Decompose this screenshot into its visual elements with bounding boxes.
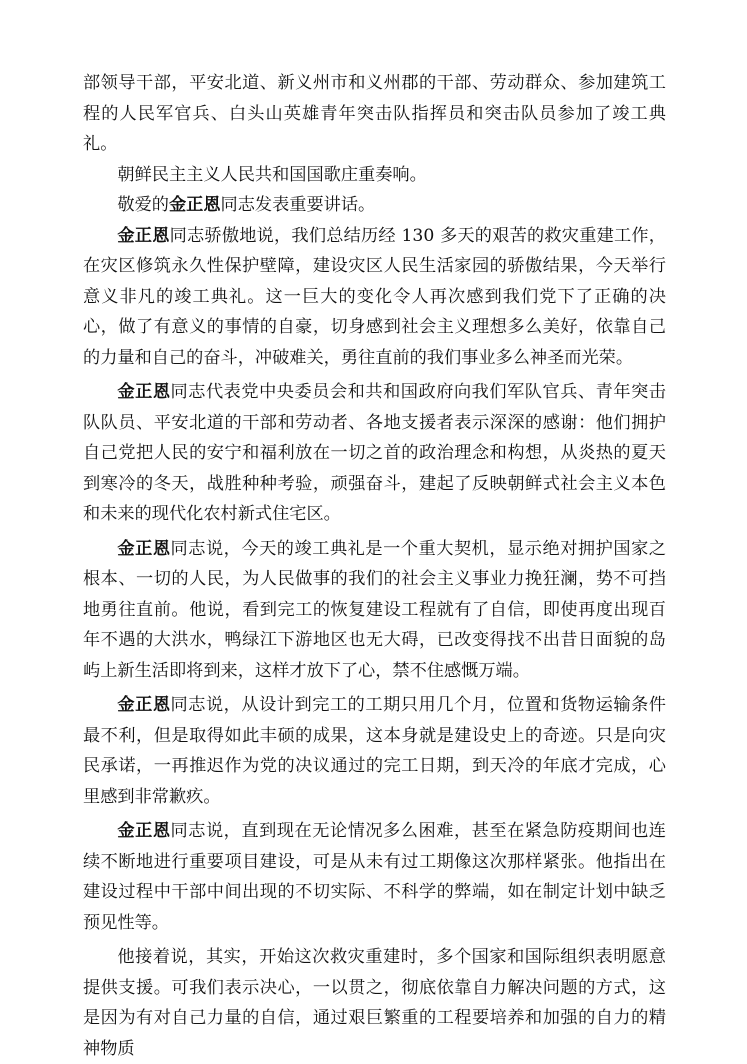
paragraph-speech-intro (83, 190, 666, 221)
paragraph-anthem (83, 160, 666, 191)
paragraph-text: 部领导干部，平安北道、新义州市和义州郡的干部、劳动群众、参加建筑工程的人民军官兵、白头山英雄青年突击队指挥员和突击队员参加了竣工典礼。 (83, 73, 666, 154)
leader-name: 金正恩 (117, 225, 170, 246)
document-page (83, 68, 666, 1064)
paragraph-speech-ceremony (83, 534, 666, 687)
leader-name: 金正恩 (117, 821, 171, 841)
leader-name: 金正恩 (117, 382, 171, 402)
paragraph-speech-pride (83, 221, 666, 374)
paragraph-text: 同志说，今天的竣工典礼是一个重大契机，显示绝对拥护国家之根本、一切的人民，为人民做事的我们的社会主义事业力挽狂澜，势不可挡地勇往直前。他说，看到完工的恢复建设工程就有了自信，即使再度出现百年不遇的大洪水，鸭绿江下游地区也无大碍，已改变得找不出昔日面貌的岛屿上新生活即将到来，这样才放下了心，禁不住感慨万端。 (83, 538, 666, 681)
paragraph-text: 同志说，从设计到完工的工期只用几个月，位置和货物运输条件最不利，但是取得如此丰硕的成果，这本身就是建设史上的奇迹。只是向灾民承诺，一再推迟作为党的决议通过的完工日期，到天冷的年底才完成，心里感到非常歉疚。 (83, 695, 666, 807)
leader-name: 金正恩 (168, 195, 221, 215)
leader-name: 金正恩 (117, 538, 171, 559)
paragraph-text: 同志代表党中央委员会和共和国政府向我们军队官兵、青年突击队队员、平安北道的干部和劳动者、各地支援者表示深深的感谢：他们拥护自己党把人民的安宁和福利放在一切之首的政治理念和构想，从炎热的夏天到寒冷的冬天，战胜种种考验，顽强奋斗，建起了反映朝鲜式社会主义本色和未来的现代化农村新式住宅区。 (83, 382, 666, 524)
paragraph-attendees (83, 68, 666, 160)
paragraph-speech-construction (83, 816, 666, 938)
paragraph-self-reliance (83, 942, 666, 1064)
paragraph-text: 他接着说，其实，开始这次救灾重建时，多个国家和国际组织表明愿意提供支援。可我们表示决心，一以贯之，彻底依靠自力解决问题的方式，这是因为有对自己力量的自信，通过艰巨繁重的工程要培养和加强的自力的精神物质 (83, 947, 666, 1059)
paragraph-speech-schedule (83, 690, 666, 812)
paragraph-speech-thanks (83, 377, 666, 530)
leader-name: 金正恩 (117, 695, 171, 715)
paragraph-text: 同志骄傲地说，我们总结历经 130 多天的艰苦的救灾重建工作，在灾区修筑永久性保护壁障，建设灾区人民生活家园的骄傲结果，今天举行意义非凡的竣工典礼。这一巨大的变化令人再次感到我们党下了正确的决心，做了有意义的事情的自豪，切身感到社会主义理想多么美好，依靠自己的力量和自己的奋斗，冲破难关，勇往直前的我们事业多么神圣而光荣。 (83, 225, 666, 368)
paragraph-text: 朝鲜民主主义人民共和国国歌庄重奏响。 (117, 164, 427, 185)
paragraph-text: 同志说，直到现在无论情况多么困难，甚至在紧急防疫期间也连续不断地进行重要项目建设，可是从未有过工期像这次那样紧张。他指出在建设过程中干部中间出现的不切实际、不科学的弊端，如在制定计划中缺乏预见性等。 (83, 821, 666, 933)
paragraph-text: 同志发表重要讲话。 (220, 195, 376, 215)
paragraph-text: 敬爱的 (117, 195, 169, 215)
